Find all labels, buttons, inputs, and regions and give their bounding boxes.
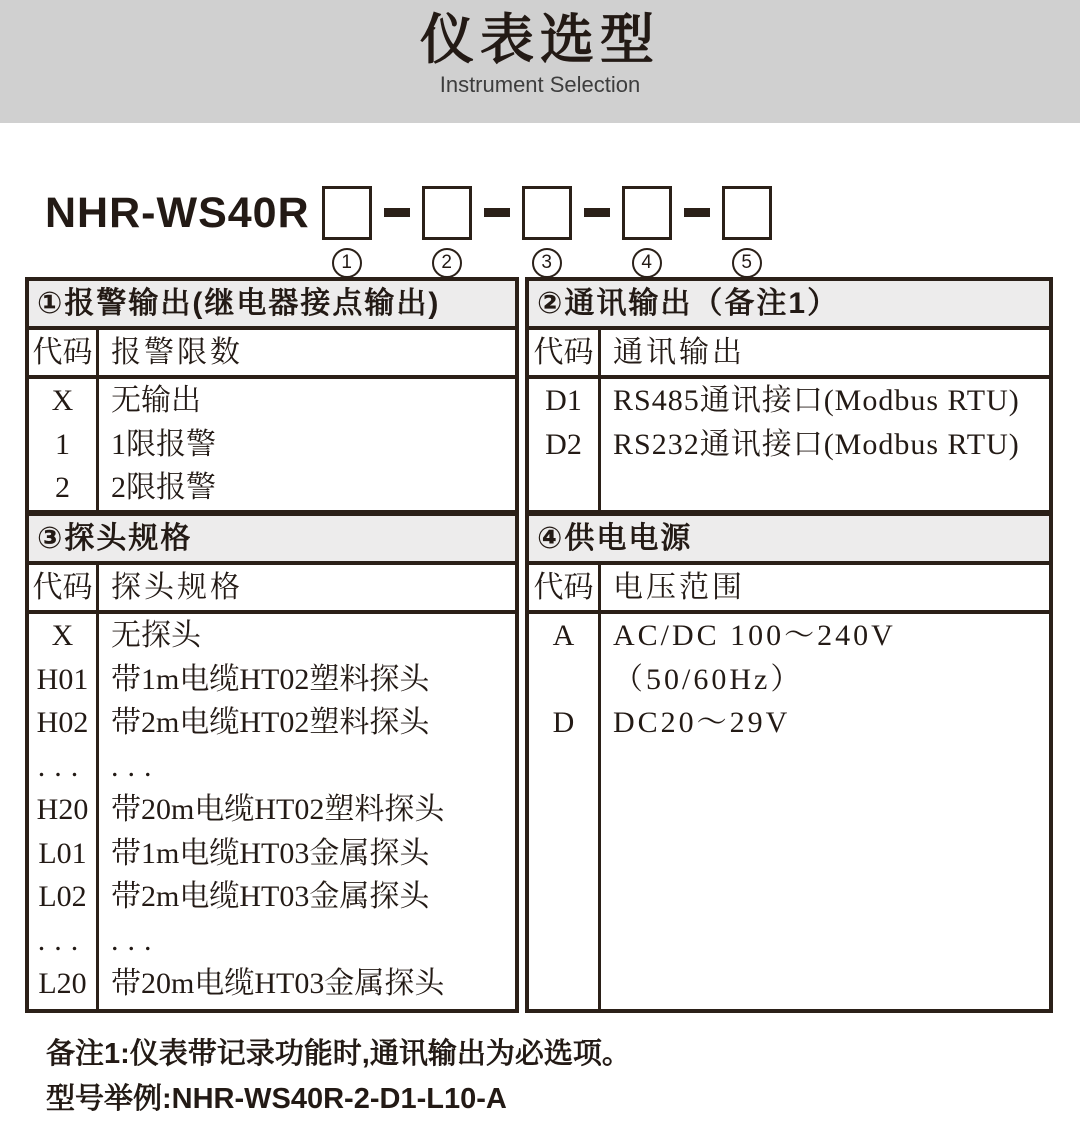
row-code: 1 [55, 427, 70, 461]
model-position-2 [422, 186, 472, 278]
row-code: L02 [38, 880, 87, 913]
section-4-column-headers [529, 565, 1049, 614]
position-marker-3: 3 [532, 248, 562, 278]
page-header-band [0, 0, 1080, 123]
model-position-5 [722, 186, 772, 278]
page-title: 仪表选型 [420, 10, 660, 70]
model-position-3 [522, 186, 572, 278]
row-code: X [51, 619, 74, 652]
column-header-desc: 电压范围 [613, 571, 745, 604]
desc-column [601, 614, 1049, 1009]
section-2-column-headers [529, 330, 1049, 379]
section-3-column-headers [29, 565, 515, 614]
model-position-1 [322, 186, 372, 278]
section-2-rows [529, 379, 1049, 516]
page-subtitle: Instrument Selection [439, 72, 641, 97]
row-code: L20 [38, 967, 87, 1000]
row-code: H20 [36, 793, 89, 826]
desc-column [601, 379, 1049, 510]
row-desc: ... [111, 923, 161, 957]
code-column [529, 614, 601, 1009]
row-desc: RS232通讯接口(Modbus RTU) [613, 427, 1020, 461]
row-desc: ... [111, 749, 161, 783]
row-desc: DC20～29V [613, 706, 791, 739]
model-box-4 [622, 186, 672, 240]
dash-separator [584, 208, 610, 217]
table-right-half [525, 277, 1053, 1013]
row-desc: RS485通讯接口(Modbus RTU) [613, 384, 1020, 417]
row-code: X [51, 384, 74, 417]
column-header-desc: 报警限数 [111, 336, 243, 369]
section-3-title: ③探头规格 [29, 516, 515, 565]
row-code: D1 [545, 384, 582, 417]
model-box-3 [522, 186, 572, 240]
column-header-desc: 通讯输出 [613, 336, 745, 369]
row-code: ... [37, 923, 88, 957]
code-column [29, 379, 99, 510]
row-code: D2 [545, 427, 582, 461]
row-desc: 带20m电缆HT02塑料探头 [111, 793, 445, 826]
row-code: L01 [38, 836, 87, 870]
row-desc: 1限报警 [111, 427, 216, 461]
note-line-1: 备注1:仪表带记录功能时,通讯输出为必选项。 [46, 1038, 631, 1070]
row-desc: AC/DC 100～240V [613, 619, 896, 652]
model-box-5 [722, 186, 772, 240]
column-header-desc: 探头规格 [111, 571, 243, 604]
model-box-1 [322, 186, 372, 240]
position-marker-4: 4 [632, 248, 662, 278]
row-code: D [552, 706, 575, 739]
row-desc: （50/60Hz） [613, 662, 804, 696]
section-4-rows [529, 614, 1049, 1009]
column-header-code: 代码 [29, 565, 99, 610]
row-desc: 2限报警 [111, 471, 216, 504]
footer-notes [46, 1032, 631, 1122]
note-line-2: 型号举例:NHR-WS40R-2-D1-L10-A [46, 1083, 507, 1115]
section-2-title: ②通讯输出（备注1） [529, 281, 1049, 330]
row-desc: 无输出 [111, 384, 201, 417]
model-box-2 [422, 186, 472, 240]
row-desc: 无探头 [111, 619, 201, 652]
model-prefix: NHR-WS40R [45, 189, 310, 237]
model-position-4 [622, 186, 672, 278]
section-4-title: ④供电电源 [529, 516, 1049, 565]
section-1-title: ①报警输出(继电器接点输出) [29, 281, 515, 330]
model-code-diagram [45, 186, 772, 278]
row-desc: 带2m电缆HT02塑料探头 [111, 706, 430, 739]
desc-column [99, 379, 515, 510]
section-1-column-headers [29, 330, 515, 379]
row-code: 2 [55, 471, 70, 504]
section-1-rows [29, 379, 515, 516]
row-desc: 带1m电缆HT03金属探头 [111, 836, 430, 870]
row-code: A [552, 619, 575, 652]
row-desc: 带2m电缆HT03金属探头 [111, 880, 430, 913]
position-marker-5: 5 [732, 248, 762, 278]
desc-column [99, 614, 515, 1009]
section-3-rows [29, 614, 515, 1009]
row-code [529, 658, 598, 702]
row-desc: 带20m电缆HT03金属探头 [111, 967, 445, 1000]
column-header-code: 代码 [529, 330, 601, 375]
code-column [29, 614, 99, 1009]
dash-separator [684, 208, 710, 217]
row-code: H02 [36, 706, 89, 739]
table-left-half [25, 277, 519, 1013]
row-desc: 带1m电缆HT02塑料探头 [111, 662, 430, 696]
position-marker-2: 2 [432, 248, 462, 278]
column-header-code: 代码 [529, 565, 601, 610]
model-position-boxes [322, 186, 772, 278]
position-marker-1: 1 [332, 248, 362, 278]
selection-table [25, 277, 1053, 1013]
dash-separator [384, 208, 410, 217]
row-code: H01 [36, 662, 89, 696]
code-column [529, 379, 601, 510]
dash-separator [484, 208, 510, 217]
row-code: ... [37, 749, 88, 783]
column-header-code: 代码 [29, 330, 99, 375]
